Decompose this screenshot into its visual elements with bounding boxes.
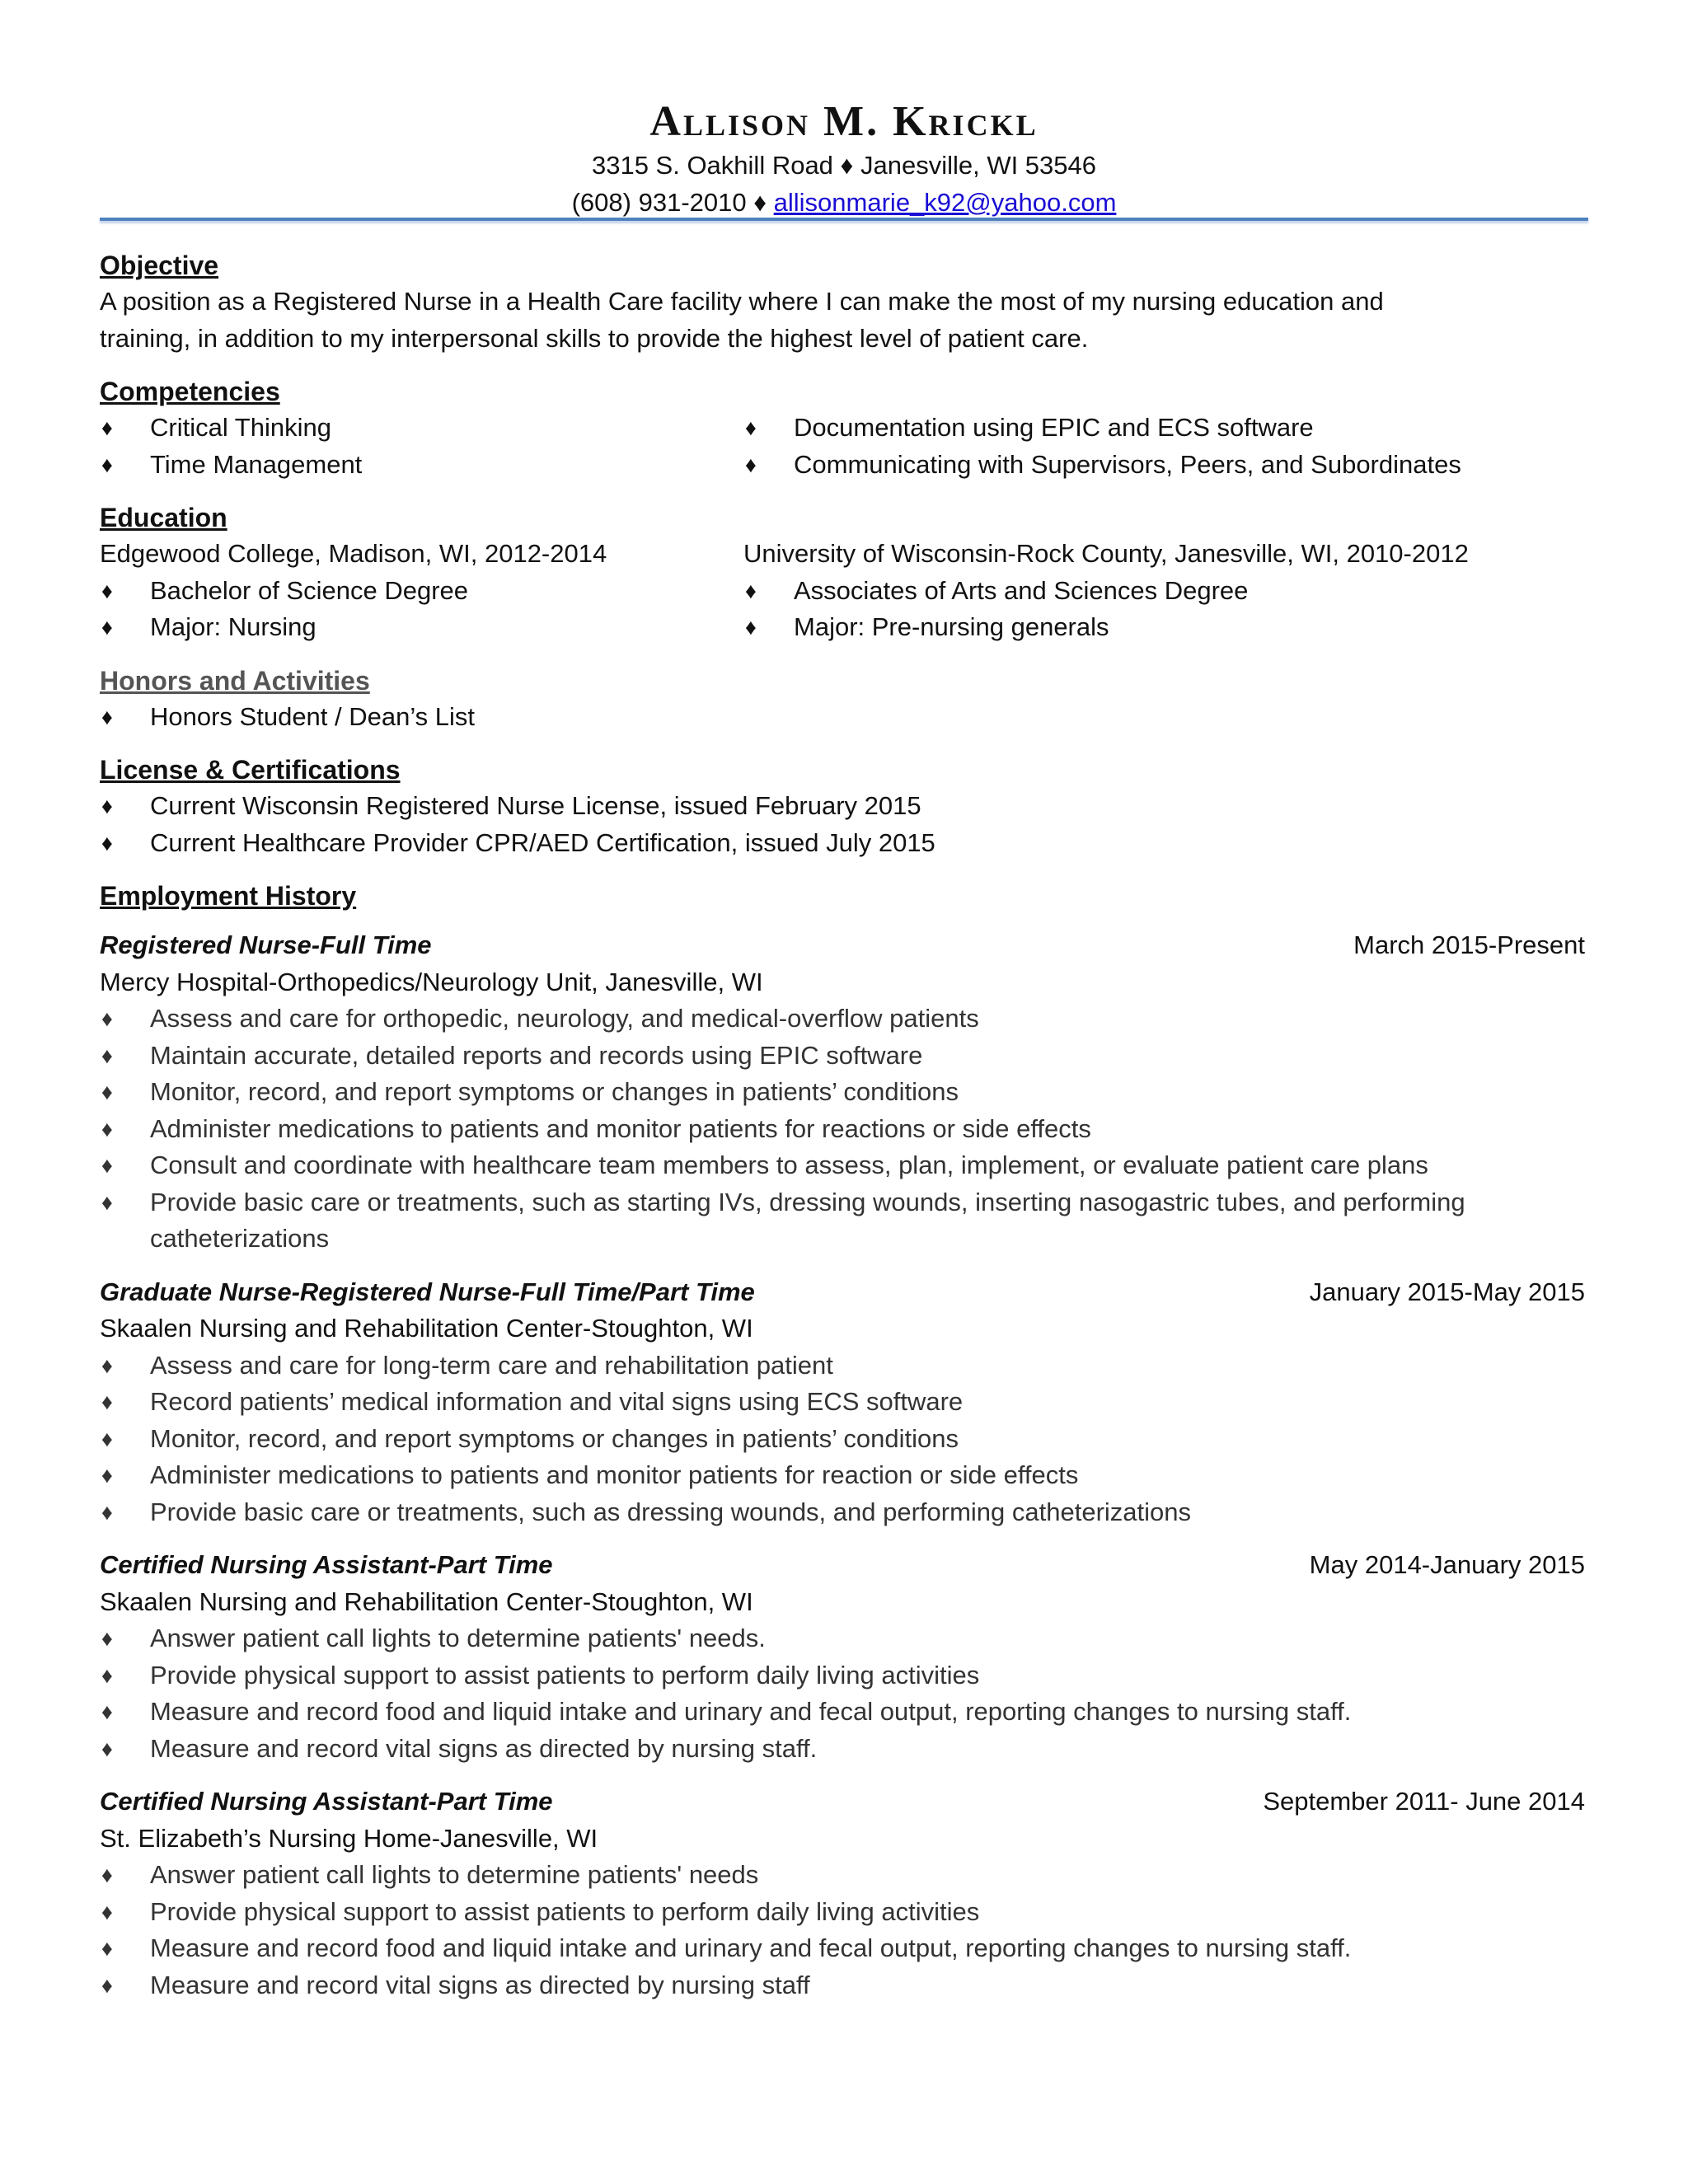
diamond-bullet-icon: ♦ xyxy=(101,794,113,818)
resume-header xyxy=(0,0,1688,221)
employer-name: Skaalen Nursing and Rehabilitation Center-Stoughton, WI xyxy=(100,1314,753,1343)
header-divider xyxy=(100,218,1588,221)
diamond-bullet-icon: ♦ xyxy=(101,1352,113,1378)
list-item: ♦ Provide physical support to assist patients to perform daily living activities xyxy=(100,1894,1588,1931)
school-name: University of Wisconsin-Rock County, Janesville, WI, 2010-2012 xyxy=(743,539,1469,568)
diamond-bullet-icon: ♦ xyxy=(101,1043,113,1068)
section-title: License & Certifications xyxy=(100,755,401,785)
diamond-bullet-icon: ♦ xyxy=(101,1699,113,1724)
honors-section xyxy=(100,663,1588,736)
list-item: ♦ Major: Nursing xyxy=(100,609,743,646)
list-item: ♦ Provide basic care or treatments, such as dressing wounds, and performing catheterizations xyxy=(100,1494,1588,1531)
section-title: Employment History xyxy=(100,881,357,911)
diamond-bullet-icon: ♦ xyxy=(101,830,113,855)
job-entry xyxy=(100,1783,1588,2004)
list-item: ♦ Provide physical support to assist patients to perform daily living activities xyxy=(100,1657,1588,1694)
list-item: ♦ Current Healthcare Provider CPR/AED Certification, issued July 2015 xyxy=(100,825,1588,862)
list-item: ♦ Time Management xyxy=(100,447,743,484)
job-dates: January 2015-May 2015 xyxy=(1309,1277,1585,1306)
diamond-bullet-icon: ♦ xyxy=(101,1390,113,1414)
list-item: ♦ Measure and record food and liquid intake and urinary and fecal output, reporting changes to nursing staff. xyxy=(100,1930,1588,1967)
section-title: Competencies xyxy=(100,377,280,406)
objective-section xyxy=(100,247,1588,357)
diamond-bullet-icon: ♦ xyxy=(101,1863,113,1887)
license-section xyxy=(100,752,1588,861)
list-item: ♦ Answer patient call lights to determine patients' needs. xyxy=(100,1620,1588,1657)
list-item: ♦ Associates of Arts and Sciences Degree xyxy=(743,573,1588,610)
diamond-bullet-icon: ♦ xyxy=(101,452,113,477)
employer-name: Mercy Hospital-Orthopedics/Neurology Unit, Janesville, WI xyxy=(100,967,763,996)
section-title: Education xyxy=(100,503,227,532)
diamond-bullet-icon: ♦ xyxy=(745,615,757,640)
diamond-bullet-icon: ♦ xyxy=(745,415,757,440)
diamond-bullet-icon: ♦ xyxy=(101,1153,113,1178)
phone-email-line xyxy=(0,184,1688,221)
employment-section xyxy=(100,878,1588,2004)
job-dates: May 2014-January 2015 xyxy=(1309,1550,1585,1579)
job-dates: September 2011- June 2014 xyxy=(1263,1787,1585,1816)
job-entry xyxy=(100,1547,1588,1767)
address-line: 3315 S. Oakhill Road ♦ Janesville, WI 53546 xyxy=(591,151,1097,180)
list-item: ♦ Administer medications to patients and monitor patients for reactions or side effects xyxy=(100,1111,1588,1148)
diamond-bullet-icon: ♦ xyxy=(101,1116,113,1141)
list-item: ♦ Monitor, record, and report symptoms or changes in patients’ conditions xyxy=(100,1421,1588,1458)
competencies-right-list xyxy=(743,410,1588,483)
diamond-bullet-icon: ♦ xyxy=(101,1626,113,1651)
diamond-bullet-icon: ♦ xyxy=(101,578,113,603)
list-item: ♦ Administer medications to patients and monitor patients for reaction or side effects xyxy=(100,1457,1588,1494)
objective-text-line: A position as a Registered Nurse in a Health Care facility where I can make the most of my nursing education and xyxy=(100,287,1384,316)
education-entry xyxy=(743,536,1588,646)
list-item: ♦ Bachelor of Science Degree xyxy=(100,573,743,610)
diamond-bullet-icon: ♦ xyxy=(101,1936,113,1961)
job-title: Certified Nursing Assistant-Part Time xyxy=(100,1787,553,1816)
candidate-name: Allison M. Krickl xyxy=(649,98,1039,145)
employer-name: St. Elizabeth’s Nursing Home-Janesville, WI xyxy=(100,1823,598,1853)
competencies-left-list xyxy=(100,410,743,483)
list-item: ♦ Maintain accurate, detailed reports and records using EPIC software xyxy=(100,1038,1588,1075)
objective-text-line: training, in addition to my interpersonal skills to provide the highest level of patient care. xyxy=(100,323,1089,353)
diamond-bullet-icon: ♦ xyxy=(745,452,757,477)
list-item: ♦ Assess and care for long-term care and rehabilitation patient xyxy=(100,1347,1588,1385)
school-name: Edgewood College, Madison, WI, 2012-2014 xyxy=(100,539,607,568)
job-entry xyxy=(100,1274,1588,1531)
list-item: ♦ Major: Pre-nursing generals xyxy=(743,609,1588,646)
diamond-bullet-icon: ♦ xyxy=(101,1736,113,1761)
diamond-bullet-icon: ♦ xyxy=(101,1499,113,1525)
job-entry xyxy=(100,927,1588,1258)
list-item: ♦ Communicating with Supervisors, Peers, and Subordinates xyxy=(743,447,1588,484)
job-title: Certified Nursing Assistant-Part Time xyxy=(100,1550,553,1579)
list-item: ♦ Documentation using EPIC and ECS software xyxy=(743,410,1588,447)
list-item: ♦ Assess and care for orthopedic, neurology, and medical-overflow patients xyxy=(100,1001,1588,1038)
list-item: ♦ Measure and record vital signs as directed by nursing staff. xyxy=(100,1731,1588,1768)
diamond-bullet-icon: ♦ xyxy=(101,1972,113,1998)
section-title: Honors and Activities xyxy=(100,665,370,696)
employer-name: Skaalen Nursing and Rehabilitation Center-Stoughton, WI xyxy=(100,1586,753,1616)
diamond-bullet-icon: ♦ xyxy=(101,704,113,729)
section-title: Objective xyxy=(100,251,219,280)
competencies-section xyxy=(100,373,1588,483)
list-item: ♦ Consult and coordinate with healthcare team members to assess, plan, implement, or evaluate patient care plans xyxy=(100,1147,1588,1184)
education-entry xyxy=(100,536,743,646)
job-dates: March 2015-Present xyxy=(1353,930,1585,959)
list-item: ♦ Answer patient call lights to determine patients' needs xyxy=(100,1857,1588,1894)
job-title: Registered Nurse-Full Time xyxy=(100,930,432,959)
resume-body xyxy=(100,247,1588,2004)
diamond-bullet-icon: ♦ xyxy=(745,578,757,603)
diamond-bullet-icon: ♦ xyxy=(101,1080,113,1104)
diamond-bullet-icon: ♦ xyxy=(101,415,113,440)
list-item: ♦ Critical Thinking xyxy=(100,410,743,447)
diamond-bullet-icon: ♦ xyxy=(101,1463,113,1488)
diamond-bullet-icon: ♦ xyxy=(101,1189,113,1215)
job-title: Graduate Nurse-Registered Nurse-Full Time/Part Time xyxy=(100,1277,755,1306)
diamond-bullet-icon: ♦ xyxy=(101,1426,113,1451)
list-item: ♦ Current Wisconsin Registered Nurse License, issued February 2015 xyxy=(100,788,1588,825)
list-item: ♦ Provide basic care or treatments, such as starting IVs, dressing wounds, inserting nasogastric tubes, and performing catheterizations xyxy=(100,1184,1588,1258)
diamond-bullet-icon: ♦ xyxy=(101,1662,113,1688)
list-item: ♦ Monitor, record, and report symptoms or changes in patients’ conditions xyxy=(100,1074,1588,1111)
phone-number: (608) 931-2010 ♦ xyxy=(571,188,767,217)
diamond-bullet-icon: ♦ xyxy=(101,615,113,640)
list-item: ♦ Measure and record food and liquid intake and urinary and fecal output, reporting changes to nursing staff. xyxy=(100,1694,1588,1731)
list-item: ♦ Measure and record vital signs as directed by nursing staff xyxy=(100,1967,1588,2004)
diamond-bullet-icon: ♦ xyxy=(101,1006,113,1031)
list-item: ♦ Record patients’ medical information and vital signs using ECS software xyxy=(100,1384,1588,1421)
education-section xyxy=(100,499,1588,646)
list-item: ♦ Honors Student / Dean’s List xyxy=(100,699,1588,736)
email-link[interactable]: allisonmarie_k92@yahoo.com xyxy=(773,188,1117,217)
diamond-bullet-icon: ♦ xyxy=(101,1899,113,1924)
